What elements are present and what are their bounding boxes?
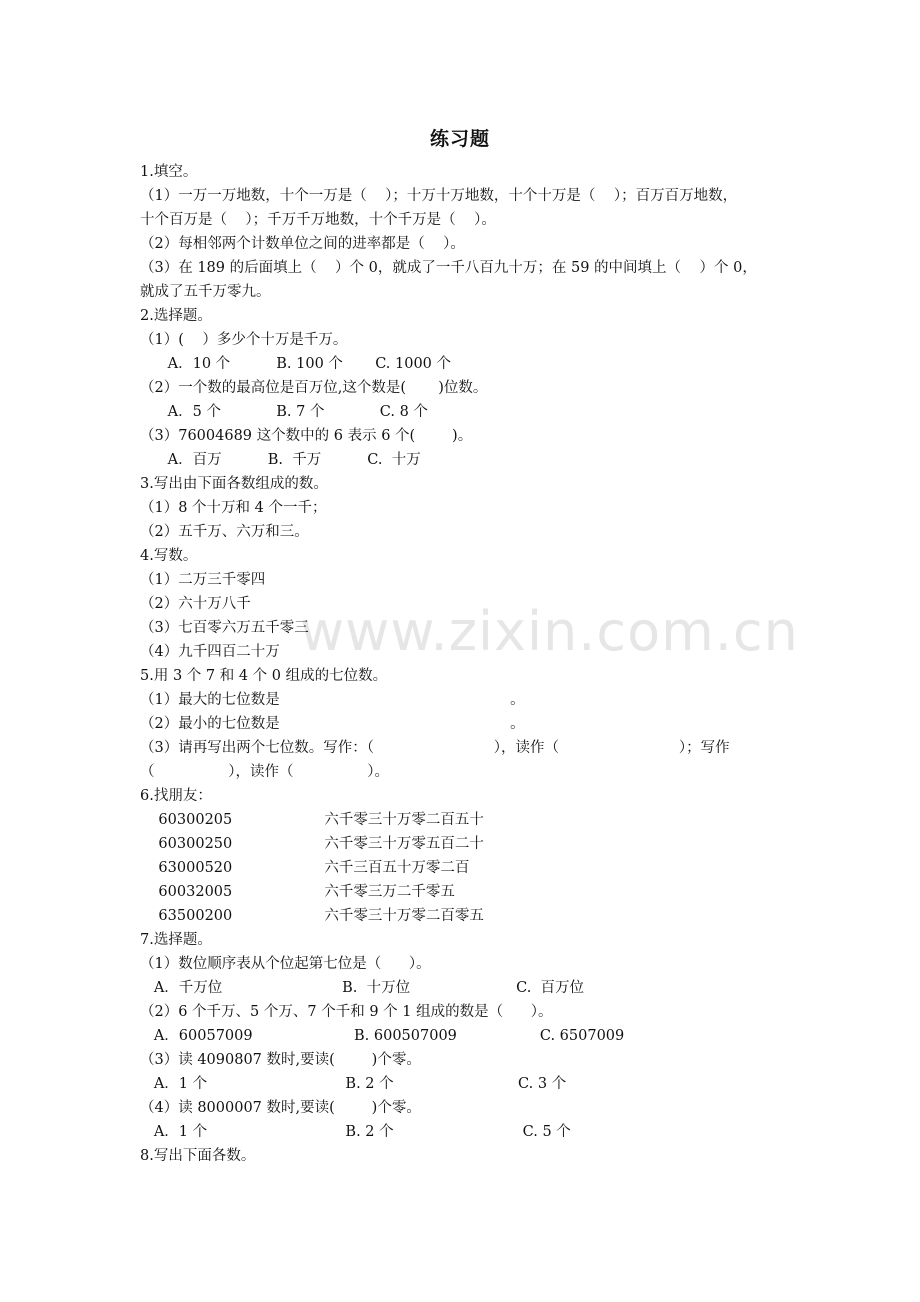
text-line: （2）一个数的最高位是百万位,这个数是( )位数。	[140, 380, 488, 396]
text-line: 63000520 六千三百五十万零二百	[140, 860, 470, 876]
text-line: 1.填空。	[140, 164, 198, 180]
text-line: （2）最小的七位数是 。	[140, 716, 525, 732]
text-line: 2.选择题。	[140, 308, 212, 324]
text-line: 8.写出下面各数。	[140, 1148, 256, 1164]
text-line: （2）每相邻两个计数单位之间的进率都是（ ）。	[140, 236, 465, 252]
text-line: 5.用 3 个 7 和 4 个 0 组成的七位数。	[140, 668, 388, 684]
text-line: 6.找朋友：	[140, 788, 212, 804]
text-line: （3）七百零六万五千零三	[140, 620, 309, 636]
text-line: （2）6 个千万、5 个万、7 个千和 9 个 1 组成的数是（ ）。	[140, 1004, 553, 1020]
text-line: （2）五千万、六万和三。	[140, 524, 309, 540]
text-line: 60300205 六千零三十万零二百五十	[140, 812, 484, 828]
text-line: （1）最大的七位数是 。	[140, 692, 525, 708]
text-line: （1）8 个十万和 4 个一千；	[140, 500, 327, 516]
text-line: A．1 个 B. 2 个 C. 3 个	[140, 1076, 567, 1092]
text-line: （1）一万一万地数，十个一万是（ ）；十万十万地数，十个十万是（ ）；百万百万地数，	[140, 188, 738, 204]
text-line: 4.写数。	[140, 548, 198, 564]
text-line: （3）读 4090807 数时,要读( )个零。	[140, 1052, 421, 1068]
text-line: （1）数位顺序表从个位起第七位是（ ）。	[140, 956, 431, 972]
text-line: （3）在 189 的后面填上（ ）个 0，就成了一千八百九十万；在 59 的中间填上（ ）个 0，	[140, 260, 757, 276]
text-line: 63500200 六千零三十万零二百零五	[140, 908, 484, 924]
text-line: （2）六十万八千	[140, 596, 251, 612]
text-line: A．1 个 B. 2 个 C. 5 个	[140, 1124, 571, 1140]
text-line: （4）读 8000007 数时,要读( )个零。	[140, 1100, 421, 1116]
text-line: 十个百万是（ ）；千万千万地数，十个千万是（ ）。	[140, 212, 496, 228]
text-line: 就成了五千万零九。	[140, 284, 271, 300]
text-line: （1）( ）多少个十万是千万。	[140, 332, 348, 348]
text-line: （1）二万三千零四	[140, 572, 266, 588]
text-line: A．10 个 B. 100 个 C. 1000 个	[140, 356, 452, 372]
text-line: 3.写出由下面各数组成的数。	[140, 476, 328, 492]
text-line: A．百万 B. 千万 C. 十万	[140, 452, 421, 468]
text-line: A．千万位 B. 十万位 C. 百万位	[140, 980, 585, 996]
text-line: （ ），读作（ ）。	[140, 764, 389, 780]
page-title: 练习题	[429, 128, 490, 150]
text-line: （3）请再写出两个七位数。写作：（ ），读作（ ）；写作	[140, 740, 730, 756]
text-line: A．60057009 B. 600507009 C. 6507009	[140, 1028, 625, 1044]
text-line: （3）76004689 这个数中的 6 表示 6 个( )。	[140, 428, 473, 444]
text-line: （4）九千四百二十万	[140, 644, 280, 660]
text-line: 60032005 六千零三万二千零五	[140, 884, 455, 900]
watermark: www.zixin.com.cn	[300, 600, 799, 663]
text-line: 7.选择题。	[140, 932, 212, 948]
text-line: A．5 个 B. 7 个 C. 8 个	[140, 404, 428, 420]
text-line: 60300250 六千零三十万零五百二十	[140, 836, 484, 852]
